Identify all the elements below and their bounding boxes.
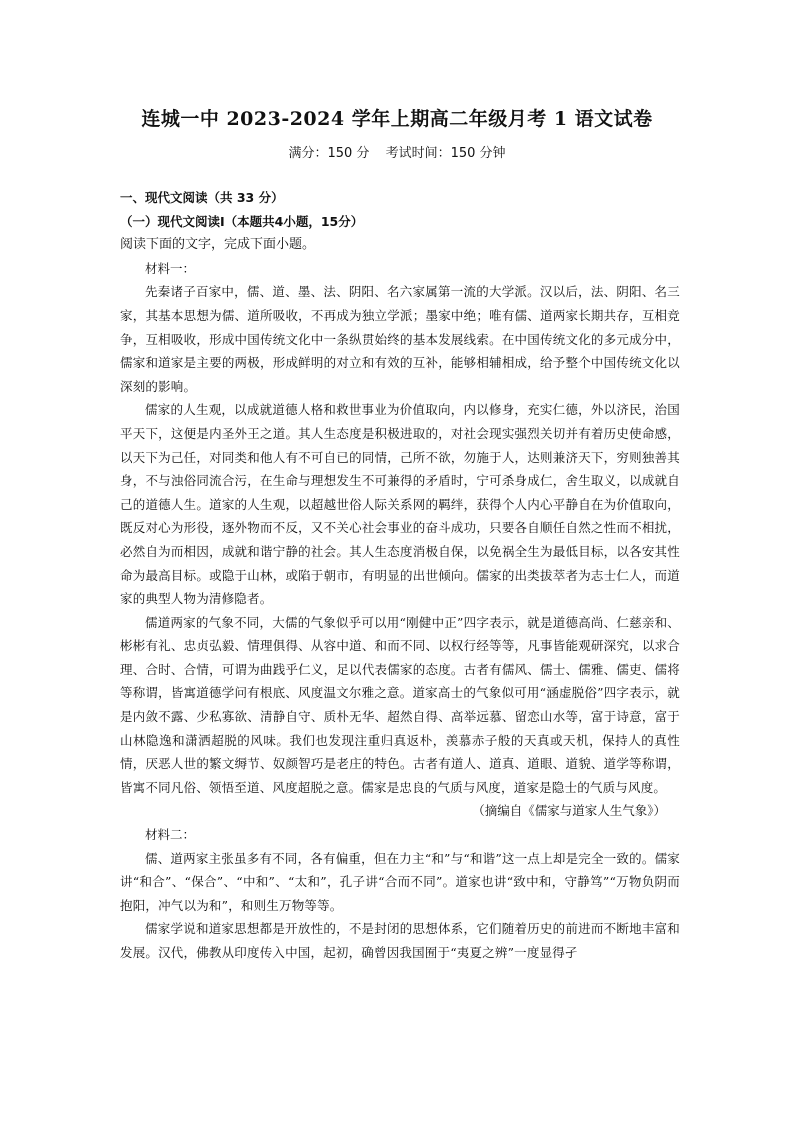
material-two-label: 材料二： — [145, 827, 196, 843]
section-subheading: （一）现代文阅读I（本题共4小题，15分） — [120, 213, 364, 229]
material-one-paragraph: 儒家的人生观，以成就道德人格和救世事业为价值取向，内以修身，充实仁德，外以济民，治国平天下，这便是内圣外王之道。其人生态度是积极进取的，对社会现实强烈关切并有着历史使命感，以天下为己任，对同类和他人有不可自已的同情，己所不欲，勿施于人，达则兼济天下，穷则独善其身，不与浊俗同流合污，在生命与理想发生不可兼得的矛盾时，宁可杀身成仁，舍生取义，以成就自己的道德人生。道家的人生观，以超越世俗人际关系网的羁绊，获得个人内心平静自在为价值取向，既反对心为形役，逐外物而不反，又不关心社会事业的奋斗成功，只要各自顺任自然之性而不相扰，必然自为而相因，成就和谐宁静的社会。其人生态度消极自保，以免祸全生为最低目标，以各安其性命为最高目标。或隐于山林，或陷于朝市，有明显的出世倾向。儒家的出类拔萃者为志士仁人，而道家的典型人物为清修隐者。 — [120, 402, 680, 607]
full-score: 满分：150 分 — [288, 146, 370, 161]
material-one-paragraph: 儒道两家的气象不同，大儒的气象似乎可以用“刚健中正”四字表示，就是道德高尚、仁慈亲和、彬彬有礼、忠贞弘毅、情理俱得、从容中道、和而不同、以权行经等等，凡事皆能观研深究，以求合理、合时、合情，可谓为曲践乎仁义，足以代表儒家的态度。古者有儒风、儒士、儒雅、儒吏、儒将等称谓，皆寓道德学问有根底、风度温文尔雅之意。道家高士的气象似可用“涵虚脱俗”四字表示，就是内敛不露、少私寡欲、清静自守、质朴无华、超然自得、高举远慕、留恋山水等，富于诗意，富于山林隐逸和潇洒超脱的风味。我们也发现注重归真返朴，羡慕赤子般的天真或天机，保持人的真性情，厌恶人世的繁文缛节、奴颜智巧是老庄的特色。古者有道人、道真、道眼、道貌、道学等称谓，皆寓不同凡俗、领悟至道、风度超脱之意。儒家是忠良的气质与风度，道家是隐士的气质与风度。 — [120, 614, 680, 795]
material-two-paragraph: 儒、道两家主张虽多有不同，各有偏重，但在力主“和”与“和谐”这一点上却是完全一致的。儒家讲“和合”、“保合”、“中和”、“太和”，孔子讲“合而不同”。道家也讲“致中和，守静笃”“万物负阴而抱阳，冲气以为和”，和则生万物等等。 — [120, 850, 680, 913]
reading-instruction: 阅读下面的文字，完成下面小题。 — [120, 237, 316, 253]
material-two-paragraph: 儒家学说和道家思想都是开放性的，不是封闭的思想体系，它们随着历史的前进而不断地丰富和发展。汉代，佛教从印度传入中国，起初，确曾因我国囿于“夷夏之辨”一度显得孑 — [120, 921, 680, 960]
material-one-label: 材料一： — [145, 260, 196, 276]
material-one-citation: （摘编自《儒家与道家人生气象》） — [472, 803, 666, 819]
material-one-paragraph: 先秦诸子百家中，儒、道、墨、法、阴阳、名六家属第一流的大学派。汉以后，法、阴阳、名三家，其基本思想为儒、道所吸收，不再成为独立学派；墨家中绝；唯有儒、道两家长期共存，互相竞争，互相吸收，形成中国传统文化中一条纵贯始终的基本发展线索。在中国传统文化的多元成分中，儒家和道家是主要的两极，形成鲜明的对立和有效的互补，能够相辅相成，给予整个中国传统文化以深刻的影响。 — [120, 284, 680, 394]
exam-info — [0, 142, 794, 161]
exam-content — [120, 186, 680, 965]
exam-title: 连城一中 2023-2024 学年上期高二年级月考 1 语文试卷 — [141, 108, 653, 130]
exam-time: 考试时间：150 分钟 — [385, 146, 506, 161]
section-heading: 一、现代文阅读（共 33 分） — [120, 190, 284, 205]
